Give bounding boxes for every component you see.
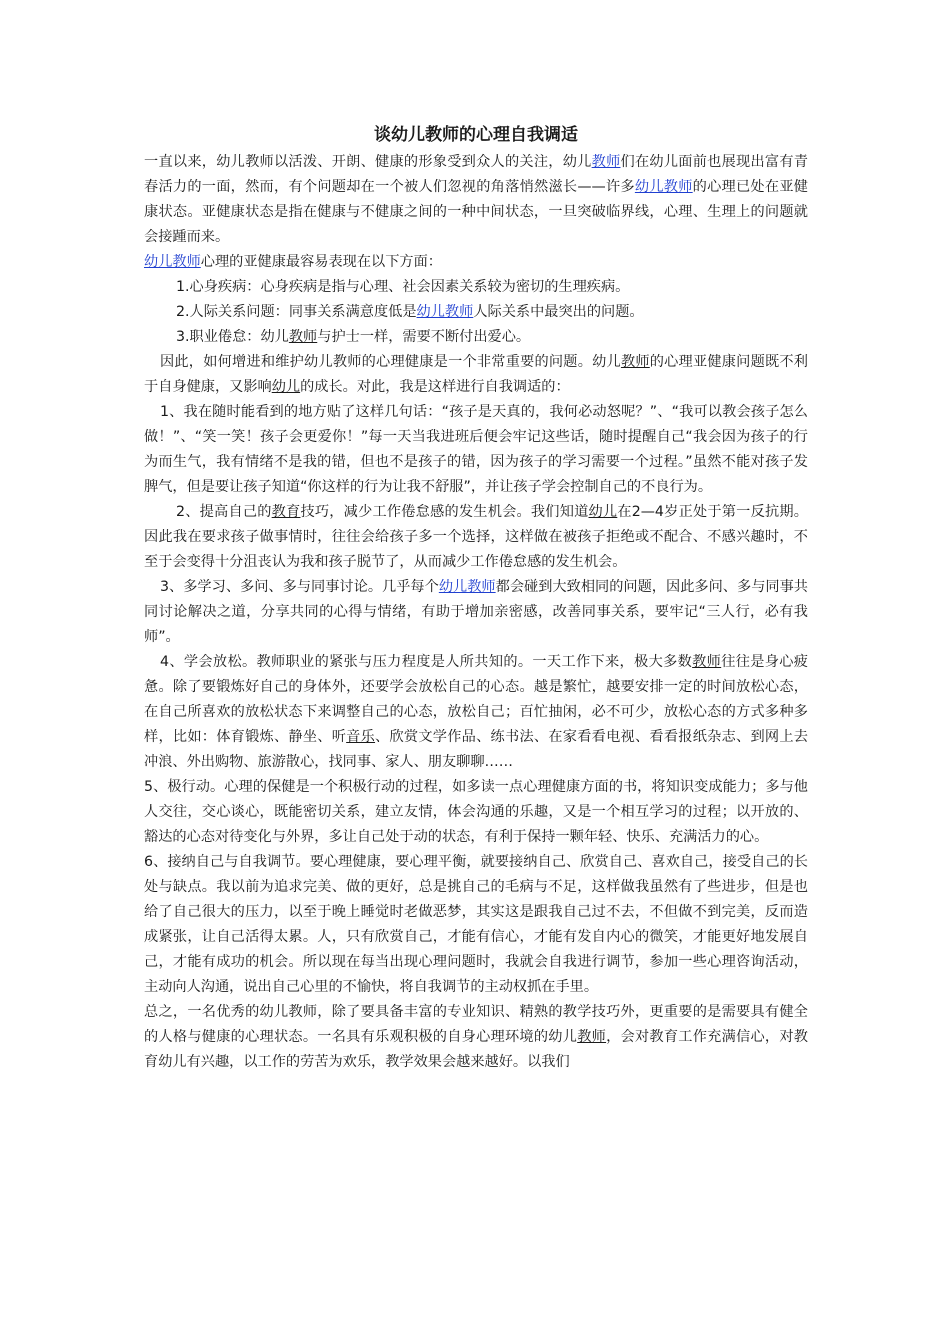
paragraph-text: 人际关系中最突出的问题。 bbox=[473, 304, 644, 320]
paragraph-text: 4、学会放松。教师职业的紧张与压力程度是人所共知的。一天工作下来，极大多数 bbox=[160, 654, 693, 670]
paragraph-text: 、欣赏文学作品、练书法、在家看看电视、看看报纸杂志、到网上去冲浪、外出购物、旅游散心，找同事、家人、朋友聊聊…… bbox=[144, 729, 808, 770]
keyword-link[interactable]: 教师 bbox=[577, 1029, 607, 1045]
paragraph bbox=[144, 250, 808, 275]
keyword-link[interactable]: 幼儿教师 bbox=[144, 254, 201, 270]
paragraph-text: ，会对教育工作充满信心，对教育幼儿有兴趣，以工作的劳苦为欢乐，教学效果会越来越好。以我们 bbox=[144, 1029, 808, 1070]
keyword-link[interactable]: 幼儿 bbox=[588, 504, 618, 520]
keyword-link[interactable]: 教师 bbox=[288, 329, 318, 345]
document-body bbox=[144, 150, 808, 1075]
document-title: 谈幼儿教师的心理自我调适 bbox=[374, 125, 578, 145]
paragraph-text: 3、多学习、多问、多与同事讨论。几乎每个 bbox=[160, 579, 439, 595]
keyword-link[interactable]: 教师 bbox=[620, 354, 650, 370]
paragraph-text: 3.职业倦怠：幼儿 bbox=[176, 329, 289, 345]
keyword-link[interactable]: 教师 bbox=[591, 154, 621, 170]
paragraph bbox=[144, 775, 808, 850]
paragraph-text: 5、极行动。心理的保健是一个积极行动的过程，如多读一点心理健康方面的书，将知识变成能力；多与他人交往，交心谈心，既能密切关系，建立友情，体会沟通的乐趣，又是一个相互学习的过程；以开放的、豁达的心态对待变化与外界，多让自己处于动的状态，有利于保持一颗年轻、快乐、充满活力的心。 bbox=[144, 779, 808, 845]
paragraph-text: 一直以来，幼儿教师以活泼、开朗、健康的形象受到众人的关注，幼儿 bbox=[144, 154, 592, 170]
paragraph-text: 的心理亚健康问题既不利于自身健康，又影响 bbox=[144, 354, 808, 395]
keyword-link[interactable]: 幼儿教师 bbox=[634, 179, 693, 195]
paragraph bbox=[144, 325, 808, 350]
document-page bbox=[144, 120, 808, 1075]
paragraph-text: 们在幼儿面前也展现出富有青春活力的一面，然而，有个问题却在一个被人们忽视的角落悄然滋长——许多 bbox=[144, 154, 808, 195]
paragraph-text: 心理的亚健康最容易表现在以下方面： bbox=[200, 254, 442, 270]
paragraph-text: 总之，一名优秀的幼儿教师，除了要具备丰富的专业知识、精熟的教学技巧外，更重要的是需要具有健全的人格与健康的心理状态。一名具有乐观积极的自身心理环境的幼儿 bbox=[144, 1004, 808, 1045]
paragraph-text: 往往是身心疲惫。除了要锻炼好自己的身体外，还要学会放松自己的心态。越是繁忙，越要安排一定的时间放松心态，在自己所喜欢的放松状态下来调整自己的心态，放松自己；百忙抽闲，必不可少，放松心态的方式多种多样，比如：体育锻炼、静坐、听 bbox=[144, 654, 808, 745]
paragraph-text: 2.人际关系问题：同事关系满意度低是 bbox=[176, 304, 417, 320]
keyword-link[interactable]: 教师 bbox=[692, 654, 722, 670]
paragraph-text: 与护士一样，需要不断付出爱心。 bbox=[317, 329, 531, 345]
paragraph-text: 1、我在随时能看到的地方贴了这样几句话：“孩子是天真的，我何必动怒呢？”、“我可以教会孩子怎么做！”、“笑一笑！孩子会更爱你！”每一天当我进班后便会牢记这些话，随时提醒自己“我会因为孩子的行为而生气，我有情绪不是我的错，但也不是孩子的错，因为孩子的学习需要一个过程。”虽然不能对孩子发脾气，但是要让孩子知道“你这样的行为让我不舒服”，并让孩子学会控制自己的不良行为。 bbox=[144, 404, 808, 495]
paragraph bbox=[144, 400, 808, 500]
paragraph-text: 因此，如何增进和维护幼儿教师的心理健康是一个非常重要的问题。幼儿 bbox=[160, 354, 621, 370]
paragraph bbox=[144, 1000, 808, 1075]
keyword-link[interactable]: 音乐 bbox=[346, 729, 376, 745]
paragraph-text: 的成长。对此，我是这样进行自我调适的： bbox=[300, 379, 570, 395]
paragraph bbox=[144, 650, 808, 775]
keyword-link[interactable]: 幼儿教师 bbox=[416, 304, 474, 320]
paragraph bbox=[144, 850, 808, 1000]
paragraph-text: 在2—4岁正处于第一反抗期。因此我在要求孩子做事情时，往往会给孩子多一个选择，这样做在被孩子拒绝或不配合、不感兴趣时，不至于会变得十分沮丧认为我和孩子脱节了，从而减少工作倦怠感的发生机会。 bbox=[144, 504, 808, 570]
paragraph-text: 1.心身疾病：心身疾病是指与心理、社会因素关系较为密切的生理疾病。 bbox=[176, 279, 630, 295]
paragraph bbox=[144, 500, 808, 575]
paragraph bbox=[144, 350, 808, 400]
keyword-link[interactable]: 教育 bbox=[271, 504, 301, 520]
paragraph-text: 的心理已处在亚健康状态。亚健康状态是指在健康与不健康之间的一种中间状态，一旦突破临界线，心理、生理上的问题就会接踵而来。 bbox=[144, 179, 808, 245]
paragraph-text: 都会碰到大致相同的问题，因此多问、多与同事共同讨论解决之道，分享共同的心得与情绪，有助于增加亲密感，改善同事关系，要牢记“三人行，必有我师”。 bbox=[144, 579, 808, 645]
keyword-link[interactable]: 幼儿 bbox=[271, 379, 301, 395]
paragraph-text: 技巧，减少工作倦怠感的发生机会。我们知道 bbox=[300, 504, 589, 520]
paragraph bbox=[144, 300, 808, 325]
paragraph bbox=[144, 275, 808, 300]
paragraph bbox=[144, 150, 808, 250]
keyword-link[interactable]: 幼儿教师 bbox=[438, 579, 496, 595]
paragraph-text: 6、接纳自己与自我调节。要心理健康，要心理平衡，就要接纳自己、欣赏自己、喜欢自己，接受自己的长处与缺点。我以前为追求完美、做的更好，总是挑自己的毛病与不足，这样做我虽然有了些进步，但是也给了自己很大的压力，以至于晚上睡觉时老做恶梦，其实这是跟我自己过不去，不但做不到完美，反而造成紧张，让自己活得太累。人，只有欣赏自己，才能有信心，才能有发自内心的微笑，才能更好地发展自己，才能有成功的机会。所以现在每当出现心理问题时，我就会自我进行调节，参加一些心理咨询活动，主动向人沟通，说出自己心里的不愉快，将自我调节的主动权抓在手里。 bbox=[144, 854, 808, 995]
paragraph-text: 2、提高自己的 bbox=[176, 504, 272, 520]
paragraph bbox=[144, 575, 808, 650]
